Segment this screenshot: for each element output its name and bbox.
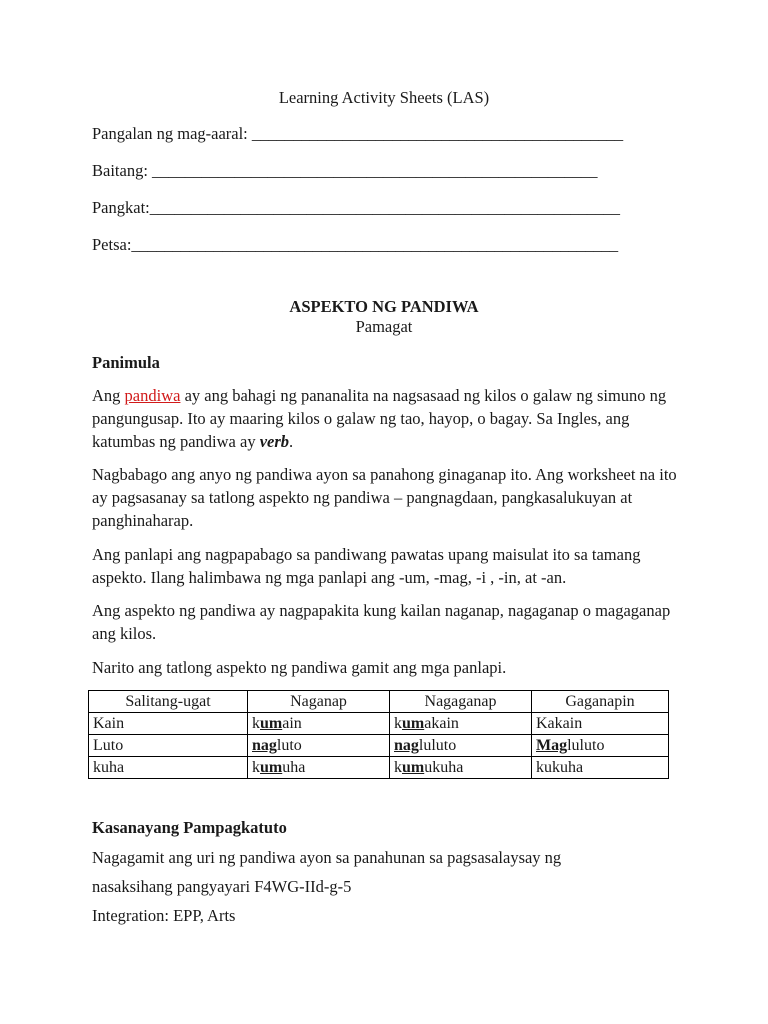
verb-emphasis: verb: [259, 432, 290, 451]
grade-line: ______________________________________________________: [152, 161, 598, 180]
aspect-table: [88, 690, 669, 779]
table-row: [89, 757, 669, 779]
table-cell: nagluto: [248, 735, 390, 757]
header-nagaganap: Nagaganap: [390, 691, 532, 713]
table-cell: kukuha: [532, 757, 669, 779]
section-label: Pangkat:: [92, 198, 150, 217]
p1-pre: Ang: [92, 386, 125, 405]
section-line: _________________________________________________________: [149, 198, 620, 217]
table-cell: Kain: [89, 713, 248, 735]
panimula-paragraph-4: Ang aspekto ng pandiwa ay nagpapakita kung kailan naganap, nagaganap o magaganap ang kilos.: [92, 601, 671, 643]
name-line: _____________________________________________: [251, 124, 624, 143]
name-field[interactable]: [92, 124, 672, 161]
table-cell: Magluluto: [532, 735, 669, 757]
student-info-fields: [92, 124, 672, 272]
date-line: ___________________________________________________________: [131, 235, 619, 254]
header-gaganapin: Gaganapin: [532, 691, 669, 713]
panimula-heading: Panimula: [92, 353, 160, 372]
table-row: [89, 713, 669, 735]
date-label: Petsa:: [92, 235, 132, 254]
kasanayan-line-2: nasaksihang pangyayari F4WG-IId-g-5: [92, 877, 352, 896]
lesson-title: ASPEKTO NG PANDIWA: [289, 297, 479, 316]
kasanayan-line-1: Nagagamit ang uri ng pandiwa ayon sa panahunan sa pagsasalaysay ng: [92, 848, 562, 867]
las-title: Learning Activity Sheets (LAS): [278, 88, 490, 107]
pandiwa-link[interactable]: pandiwa: [124, 386, 181, 405]
table-cell: kuha: [89, 757, 248, 779]
integration-line: Integration: EPP, Arts: [92, 906, 236, 925]
table-row: [89, 735, 669, 757]
kasanayan-heading: Kasanayang Pampagkatuto: [92, 818, 287, 837]
table-cell: kumukuha: [390, 757, 532, 779]
p1-end: .: [289, 432, 294, 451]
table-cell: nagluluto: [390, 735, 532, 757]
date-field[interactable]: [92, 235, 672, 272]
header-salitang-ugat: Salitang-ugat: [89, 691, 248, 713]
table-header-row: [89, 691, 669, 713]
grade-label: Baitang:: [92, 161, 153, 180]
table-cell: Luto: [89, 735, 248, 757]
panimula-paragraph-5: Narito ang tatlong aspekto ng pandiwa gamit ang mga panlapi.: [92, 658, 507, 677]
name-label: Pangalan ng mag-aaral:: [92, 124, 252, 143]
panimula-paragraph-3: Ang panlapi ang nagpapabago sa pandiwang pawatas upang maisulat ito sa tamang aspekto. Ilang halimbawa ng mga panlapi ang -um, -mag, -i , -in, at -an.: [92, 545, 641, 587]
panimula-paragraph-2: Nagbabago ang anyo ng pandiwa ayon sa panahong ginaganap ito. Ang worksheet na ito ay pagsasanay sa tatlong aspekto ng pandiwa – pangnagdaan, pangkasalukuyan at panghinaharap.: [92, 465, 677, 530]
table-cell: Kakain: [532, 713, 669, 735]
table-cell: kumuha: [248, 757, 390, 779]
table-cell: kumain: [248, 713, 390, 735]
header-naganap: Naganap: [248, 691, 390, 713]
panimula-paragraph-1: [92, 384, 692, 453]
grade-field[interactable]: [92, 161, 672, 198]
p1-mid: ay ang bahagi ng pananalita na nagsasaad ng kilos o galaw ng simuno ng pangungusap. Ito ay maaring kilos o galaw ng tao, hayop, o bagay. Sa Ingles, ang katumbas ng pandiwa ay: [92, 386, 667, 451]
lesson-subtitle: Pamagat: [355, 317, 413, 336]
table-cell: kumakain: [390, 713, 532, 735]
section-field[interactable]: [92, 198, 672, 235]
